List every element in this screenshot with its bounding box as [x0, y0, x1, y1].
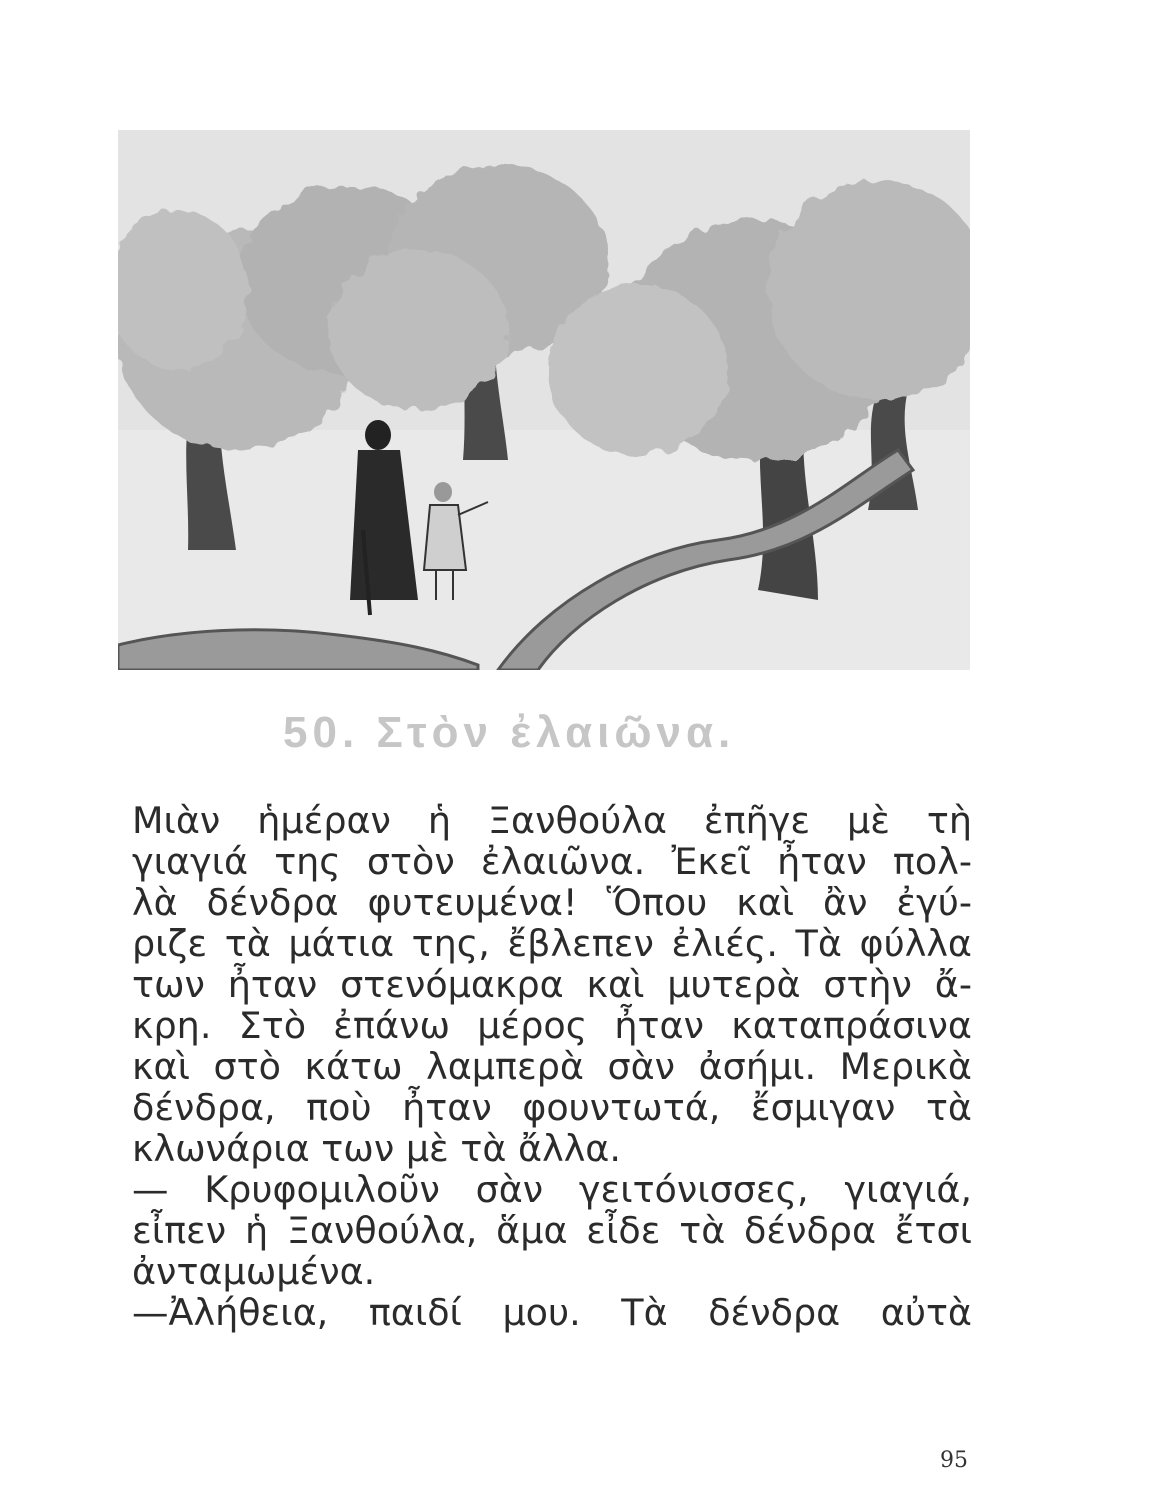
page-number: 95: [940, 1448, 968, 1473]
chapter-title: 50. Στὸν ἐλαιῶνα.: [283, 708, 736, 757]
text-line: —Ἀλήθεια, παιδί μου. Τὰ δένδρα αὐτὰ: [132, 1291, 972, 1334]
text-line: — Κρυφομιλοῦν σὰν γειτόνισσες, γιαγιά,: [132, 1168, 972, 1211]
text-line: λὰ δένδρα φυτευμένα! Ὅπου καὶ ἂν ἐγύ-: [132, 881, 972, 924]
text-line: Μιὰν ἡμέραν ἡ Ξανθούλα ἐπῆγε μὲ τὴ: [132, 799, 972, 842]
paragraph: [132, 800, 972, 1169]
text-line: των ἦταν στενόμακρα καὶ μυτερὰ στὴν ἄ-: [132, 963, 972, 1006]
paragraph: [132, 1169, 972, 1292]
paragraph: [132, 1292, 972, 1333]
text-line: καὶ στὸ κάτω λαμπερὰ σὰν ἀσήμι. Μερικὰ: [132, 1045, 972, 1088]
text-line: ριζε τὰ μάτια της, ἔβλεπεν ἐλιές. Τὰ φύλλα: [132, 922, 972, 965]
text-line: δένδρα, ποὺ ἦταν φουντωτά, ἔσμιγαν τὰ: [132, 1086, 972, 1129]
text-line: εἶπεν ἡ Ξανθούλα, ἅμα εἶδε τὰ δένδρα ἔτσι: [132, 1209, 972, 1252]
text-line: κρη. Στὸ ἐπάνω μέρος ἦταν καταπράσινα: [132, 1004, 972, 1047]
story-text: [132, 800, 972, 1333]
text-line: ἀνταμωμένα.: [132, 1250, 376, 1293]
text-line: κλωνάρια των μὲ τὰ ἄλλα.: [132, 1127, 621, 1170]
text-line: γιαγιά της στὸν ἐλαιῶνα. Ἐκεῖ ἦταν πολ-: [132, 840, 972, 883]
olive-grove-illustration: [118, 130, 970, 670]
